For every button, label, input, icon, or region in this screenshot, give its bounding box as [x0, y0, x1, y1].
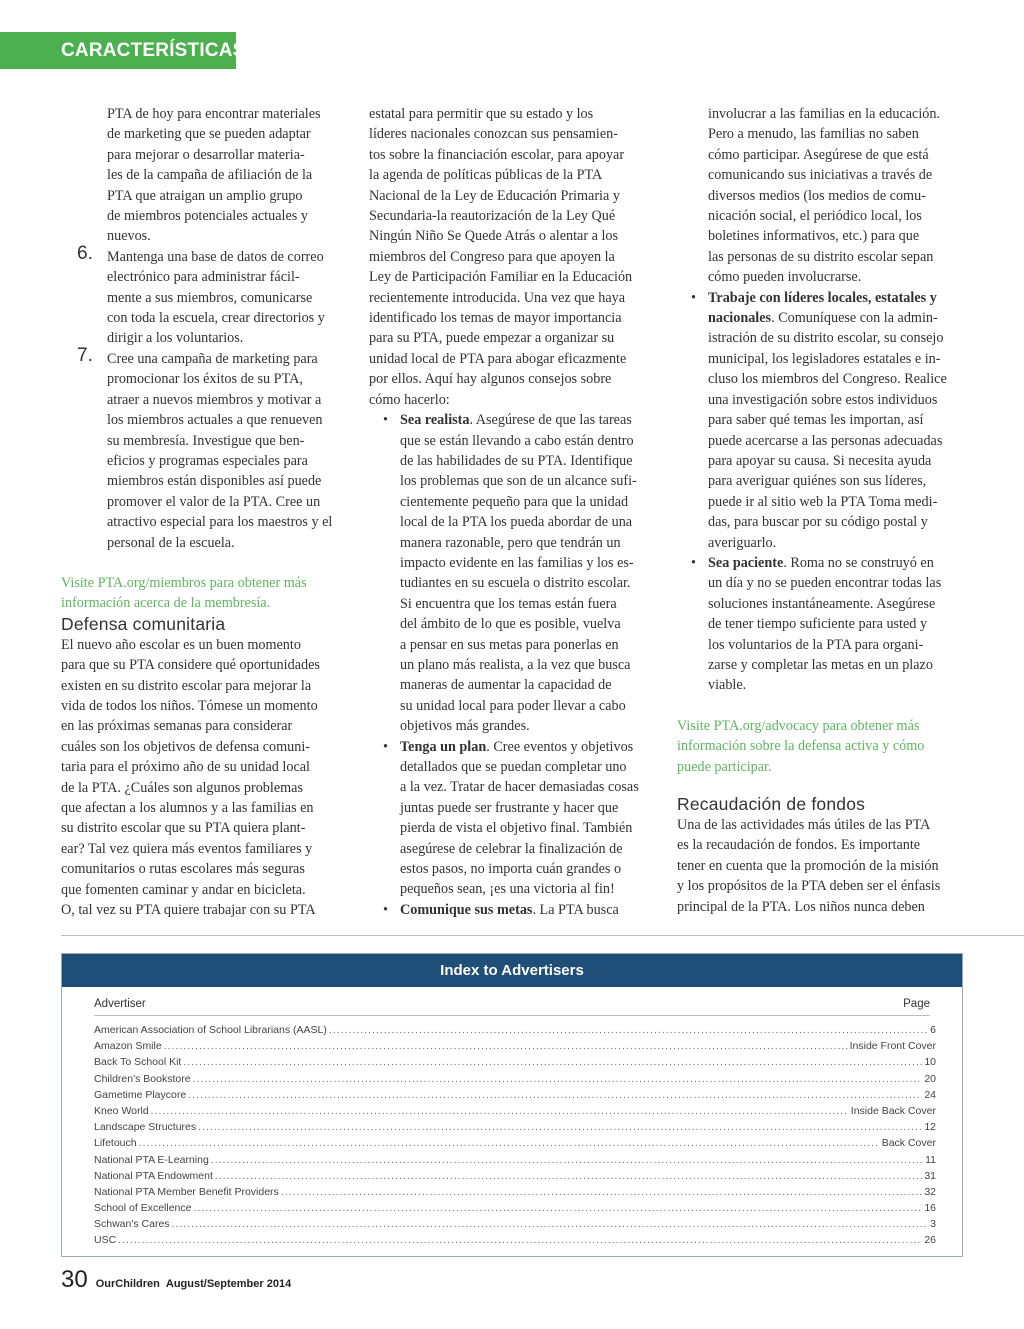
text-line: diversos medios (los medios de comu-: [708, 187, 926, 204]
text-line: su distrito escolar que su PTA quiera plant-: [61, 820, 306, 837]
advertiser-name: National PTA Member Benefit Providers: [94, 1185, 279, 1198]
advertiser-name: National PTA E-Learning: [94, 1153, 209, 1166]
text-line: eficios y programas especiales para: [107, 452, 308, 469]
text-line: tos sobre la financiación escolar, para apoyar: [369, 146, 625, 163]
text-line: local de la PTA los pueda abordar de una: [400, 514, 633, 531]
tip-body: [400, 757, 659, 900]
text-line: miembros están disponibles así puede: [107, 473, 322, 490]
advertiser-row[interactable]: [94, 1186, 936, 1202]
leader-dots: [164, 1040, 848, 1052]
text-line: tudiantes en su escuela o distrito escolar.: [400, 575, 631, 592]
section-heading-fundraising: Recaudación de fondos: [677, 794, 866, 814]
leader-dots: [193, 1202, 922, 1214]
advertiser-name: National PTA Endowment: [94, 1169, 213, 1182]
advertiser-page: 16: [924, 1202, 936, 1215]
advertiser-page: 31: [924, 1169, 936, 1182]
text-line: líderes nacionales conozcan sus pensamien-: [369, 126, 618, 143]
text-line: de las habilidades de su PTA. Identifique: [400, 452, 633, 469]
tip-text: . Cree eventos y objetivos: [486, 738, 634, 755]
leader-dots: [198, 1121, 922, 1133]
advertiser-row[interactable]: [94, 1089, 936, 1105]
column-1: [61, 104, 351, 920]
advertiser-row[interactable]: [94, 1234, 936, 1250]
advertiser-page: 20: [924, 1072, 936, 1085]
advertiser-row[interactable]: [94, 1170, 936, 1186]
list-item-text: [107, 349, 351, 553]
list-item-6: [61, 242, 351, 349]
text-line: PTA que atraigan un amplio grupo: [107, 187, 303, 204]
text-line: con toda la escuela, crear directorios y: [107, 310, 325, 327]
text-line: atraer a nuevos miembros y motivar a: [107, 391, 322, 408]
list-item-text: [107, 247, 351, 349]
col3-intro: [677, 104, 967, 288]
text-line: información acerca de la membresía.: [61, 595, 271, 612]
text-line: O, tal vez su PTA quiere trabajar con su PTA: [61, 902, 316, 919]
text-line: y los propósitos de la PTA deben ser el énfasis: [677, 878, 941, 895]
tip-be-patient: [677, 553, 967, 696]
advertiser-name: Landscape Structures: [94, 1121, 197, 1134]
text-line: atractivo especial para los maestros y el: [107, 514, 333, 531]
text-line: Mantenga una base de datos de correo: [107, 248, 324, 265]
advocacy-link[interactable]: [677, 716, 967, 777]
tip-communicate-goals: [369, 900, 659, 920]
fundraising-body: [677, 815, 967, 917]
text-line: Visite PTA.org/advocacy para obtener más: [677, 717, 920, 734]
advertiser-row[interactable]: [94, 1105, 936, 1121]
leader-dots: [183, 1056, 922, 1068]
text-line: PTA de hoy para encontrar materiales: [107, 106, 321, 122]
issue-date: August/September 2014: [165, 1278, 292, 1290]
advertiser-page: 11: [925, 1153, 936, 1166]
leader-dots: [151, 1105, 849, 1117]
text-line: les de la campaña de afiliación de la: [107, 167, 313, 184]
text-line: cómo participar. Asegúrese de que está: [708, 146, 929, 163]
header-rule: [94, 1015, 930, 1016]
text-line: maneras de aumentar la capacidad de: [400, 677, 612, 694]
tip-text: . Roma no se construyó en: [783, 554, 934, 571]
advertiser-page: 26: [924, 1234, 936, 1247]
text-line: comunicando sus iniciativas a través de: [708, 167, 933, 184]
advertiser-name: Back To School Kit: [94, 1056, 182, 1069]
page-number: 30: [61, 1266, 88, 1293]
advertiser-page: Inside Back Cover: [850, 1104, 936, 1117]
text-line: para averiguar quiénes son sus líderes,: [708, 473, 927, 490]
text-line: averiguarlo.: [708, 534, 777, 551]
tip-be-realistic: [369, 410, 659, 737]
magazine-name: OurChildren: [95, 1278, 160, 1290]
text-line: objetivos más grandes.: [400, 718, 530, 735]
advertiser-page: 24: [924, 1088, 936, 1101]
text-line: Cree una campaña de marketing para: [107, 350, 318, 367]
text-line: Pero a menudo, las familias no saben: [708, 126, 919, 143]
text-line: las personas de su distrito escolar sepan: [708, 248, 934, 265]
text-line: unidad local de PTA para abogar eficazmente: [369, 350, 627, 367]
text-line: para que su PTA considere qué oportunidades: [61, 657, 320, 674]
advertiser-index: [61, 953, 963, 1257]
divider: [61, 935, 1024, 936]
text-line: identificado los temas de mayor importancia: [369, 310, 622, 327]
text-line: del ámbito de lo que es posible, vuelva: [400, 616, 621, 633]
tip-title: Comunique sus metas: [400, 901, 533, 918]
tip-body: [400, 431, 659, 737]
text-line: para su PTA, puede empezar a organizar su: [369, 330, 615, 347]
advertiser-name: Gametime Playcore: [94, 1088, 187, 1101]
column-2: [369, 104, 659, 920]
text-line: puede ir al sitio web la PTA Toma medi-: [708, 493, 938, 510]
advertiser-row[interactable]: [94, 1154, 936, 1170]
leader-dots: [193, 1073, 923, 1085]
text-line: de la PTA. ¿Cuáles son algunos problemas: [61, 779, 303, 796]
text-line: estos pasos, no importa cuán grandes o: [400, 861, 622, 878]
text-line: estatal para permitir que su estado y los: [369, 106, 594, 122]
text-line: electrónico para administrar fácil-: [107, 269, 300, 286]
advertiser-row[interactable]: [94, 1218, 936, 1234]
advertiser-row[interactable]: [94, 1202, 936, 1218]
advertiser-name: USC: [94, 1234, 117, 1247]
section-heading-advocacy: Defensa comunitaria: [61, 613, 226, 634]
text-line: istración de su distrito escolar, su consejo: [708, 330, 944, 347]
col2-intro: [369, 104, 659, 410]
text-line: un día y no se pueden encontrar todas las: [708, 575, 942, 592]
advertiser-row[interactable]: [94, 1073, 936, 1089]
membership-link[interactable]: [61, 573, 351, 614]
column-header-advertiser: Advertiser: [94, 998, 146, 1010]
leader-dots: [139, 1137, 880, 1149]
text-line: impacto evidente en las familias y los es-: [400, 554, 634, 571]
col1-intro: [61, 104, 351, 247]
text-line: involucrar a las familias en la educación.: [708, 106, 941, 122]
advertiser-name: Kneo World: [94, 1104, 149, 1117]
text-line: Ningún Niño Se Quede Atrás o alentar a los: [369, 228, 619, 245]
text-line: promover el valor de la PTA. Cree un: [107, 493, 321, 510]
text-line: cómo pueden involucrarse.: [708, 269, 862, 286]
tip-text: . La PTA busca: [532, 901, 619, 918]
text-line: Visite PTA.org/miembros para obtener más: [61, 574, 307, 591]
text-line: boletines informativos, etc.) para que: [708, 228, 920, 245]
advertiser-row[interactable]: [94, 1056, 936, 1072]
text-line: por ellos. Aquí hay algunos consejos sobre: [369, 371, 612, 388]
leader-dots: [211, 1154, 923, 1166]
text-line: asegúrese de celebrar la finalización de: [400, 840, 623, 857]
text-line: cluso los miembros del Congreso. Realice: [708, 371, 947, 388]
text-line: cientemente pequeño para que la unidad: [400, 493, 629, 510]
text-line: de miembros potenciales actuales y: [107, 208, 308, 225]
text-line: un plano más realista, a la vez que busca: [400, 656, 631, 673]
text-line: miembros del Congreso para que apoyen la: [369, 248, 615, 265]
leader-dots: [281, 1186, 923, 1198]
text-line: principal de la PTA. Los niños nunca deben: [677, 898, 925, 915]
advertiser-list: [94, 1024, 936, 1251]
text-line: personal de la escuela.: [107, 534, 235, 551]
text-line: pequeños sean, ¡es una victoria al fin!: [400, 881, 615, 898]
text-line: Nacional de la Ley de Educación Primaria y: [369, 187, 620, 204]
tip-text: . Asegúrese de que las tareas: [469, 412, 632, 429]
text-line: detallados que se puedan completar uno: [400, 759, 627, 775]
advocacy-body: [61, 635, 351, 921]
text-line: que fomenten caminar y andar en bicicleta.: [61, 881, 306, 898]
text-line: pierda de vista el objetivo final. También: [400, 820, 633, 837]
advertiser-name: Schwan's Cares: [94, 1218, 170, 1231]
text-line: su unidad local para poder llevar a cabo: [400, 697, 626, 714]
text-line: manera razonable, pero que tendrán un: [400, 534, 621, 551]
text-line: para saber qué temas les importan, así: [708, 412, 924, 429]
advertiser-row[interactable]: [94, 1040, 936, 1056]
tip-title: Sea paciente: [708, 554, 784, 571]
list-number: 6.: [77, 242, 93, 264]
text-line: cuáles son los objetivos de defensa comuni-: [61, 738, 311, 755]
text-line: dirigir a los voluntarios.: [107, 330, 244, 347]
text-line: mente a sus miembros, comunicarse: [107, 289, 313, 306]
advertiser-name: American Association of School Librarians (AASL): [94, 1024, 327, 1036]
advertiser-name: Amazon Smile: [94, 1040, 162, 1053]
tip-text: . Comuníquese con la admin-: [771, 310, 938, 327]
text-line: que se están llevando a cabo están dentro: [400, 432, 634, 449]
column-header-page: Page: [903, 998, 930, 1010]
leader-dots: [172, 1218, 929, 1230]
leader-dots: [215, 1170, 922, 1182]
text-line: puede participar.: [677, 758, 772, 775]
column-3: [677, 104, 967, 917]
tip-title: Trabaje con líderes locales, estatales y: [708, 289, 937, 306]
text-line: de marketing que se pueden adaptar: [107, 126, 311, 143]
tip-title-cont: nacionales: [708, 310, 772, 327]
text-line: Ley de Participación Familiar en la Educación: [369, 269, 633, 286]
text-line: una investigación sobre estos individuos: [708, 391, 938, 408]
advertiser-name: Children's Bookstore: [94, 1072, 191, 1085]
advertiser-row[interactable]: [94, 1137, 936, 1153]
advertiser-page: 10: [924, 1056, 936, 1069]
text-line: los problemas que son de un alcance sufi-: [400, 473, 637, 490]
text-line: vida de todos los niños. Tómese un momento: [61, 697, 318, 714]
advertiser-page: 12: [924, 1121, 936, 1134]
text-line: a pensar en sus metas para ponerlas en: [400, 636, 619, 653]
text-line: de tener tiempo suficiente para usted y: [708, 616, 928, 633]
tip-title: Sea realista: [400, 412, 470, 429]
tip-body: [708, 328, 967, 552]
text-line: das, para buscar por su código postal y: [708, 514, 928, 531]
text-line: información sobre la defensa activa y cómo: [677, 738, 925, 755]
leader-dots: [188, 1089, 922, 1101]
leader-dots: [329, 1024, 928, 1036]
text-line: juntas puede ser frustrante y hacer que: [400, 799, 619, 816]
text-line: viable.: [708, 677, 747, 694]
advertiser-name: Lifetouch: [94, 1137, 137, 1150]
text-line: nuevos.: [107, 228, 151, 245]
text-line: en las próximas semanas para considerar: [61, 718, 293, 735]
advertiser-page: 3: [930, 1218, 936, 1231]
text-line: ear? Tal vez quiera más eventos familiares y: [61, 840, 313, 857]
text-line: a la vez. Tratar de hacer demasiadas cosas: [400, 779, 639, 796]
text-line: existen en su distrito escolar para mejorar la: [61, 677, 312, 694]
advertiser-page: 6: [930, 1024, 936, 1036]
text-line: es la recaudación de fondos. Es importante: [677, 837, 921, 854]
text-line: su membresía. Investigue que ben-: [107, 432, 305, 449]
advertiser-index-header: [62, 987, 962, 1015]
advertiser-page: Inside Front Cover: [849, 1040, 936, 1053]
advertiser-index-title: Index to Advertisers: [62, 954, 962, 987]
text-line: cómo hacerlo:: [369, 391, 450, 408]
text-line: los miembros actuales a que renueven: [107, 412, 323, 429]
tip-work-with-leaders: [677, 288, 967, 553]
text-line: Secundaria-la reautorización de la Ley Qué: [369, 208, 616, 225]
advertiser-name: School of Excellence: [94, 1202, 192, 1215]
text-line: los voluntarios de la PTA para organi-: [708, 636, 924, 653]
advertiser-row[interactable]: [94, 1121, 936, 1137]
advertiser-row[interactable]: [94, 1024, 936, 1040]
tip-title: Tenga un plan: [400, 738, 487, 755]
list-number: 7.: [77, 344, 93, 366]
text-line: Una de las actividades más útiles de las PTA: [677, 817, 931, 833]
text-line: nicación social, el periódico local, los: [708, 208, 922, 225]
tip-have-plan: [369, 737, 659, 900]
section-label: CARACTERÍSTICAS: [0, 32, 236, 69]
advertiser-page: 32: [924, 1185, 936, 1198]
list-item-7: [61, 344, 351, 553]
text-line: que afectan a los alumnos y a las familias en: [61, 800, 314, 816]
page-footer: [61, 1266, 291, 1296]
leader-dots: [118, 1234, 922, 1246]
text-line: tener en cuenta que la promoción de la misión: [677, 857, 939, 874]
text-line: municipal, los legisladores estatales e in-: [708, 350, 941, 367]
text-line: comunitarios o rutas escolares más seguras: [61, 861, 305, 878]
text-line: para apoyar su causa. Si necesita ayuda: [708, 452, 932, 469]
text-line: El nuevo año escolar es un buen momento: [61, 636, 301, 653]
text-line: soluciones instantáneamente. Asegúrese: [708, 595, 936, 612]
text-line: puede acercarse a las personas adecuadas: [708, 432, 943, 449]
tip-body: [708, 573, 967, 695]
text-line: la agenda de políticas públicas de la PTA: [369, 167, 603, 184]
text-line: Si encuentra que los temas están fuera: [400, 595, 617, 612]
advertiser-page: Back Cover: [881, 1137, 936, 1150]
text-line: zarse y completar las metas en un plazo: [708, 656, 933, 673]
text-line: taria para el próximo año de su unidad local: [61, 759, 310, 776]
text-line: para mejorar o desarrollar materia-: [107, 146, 305, 163]
text-line: promocionar los éxitos de su PTA,: [107, 371, 303, 388]
text-line: recientemente introducida. Una vez que haya: [369, 289, 626, 306]
